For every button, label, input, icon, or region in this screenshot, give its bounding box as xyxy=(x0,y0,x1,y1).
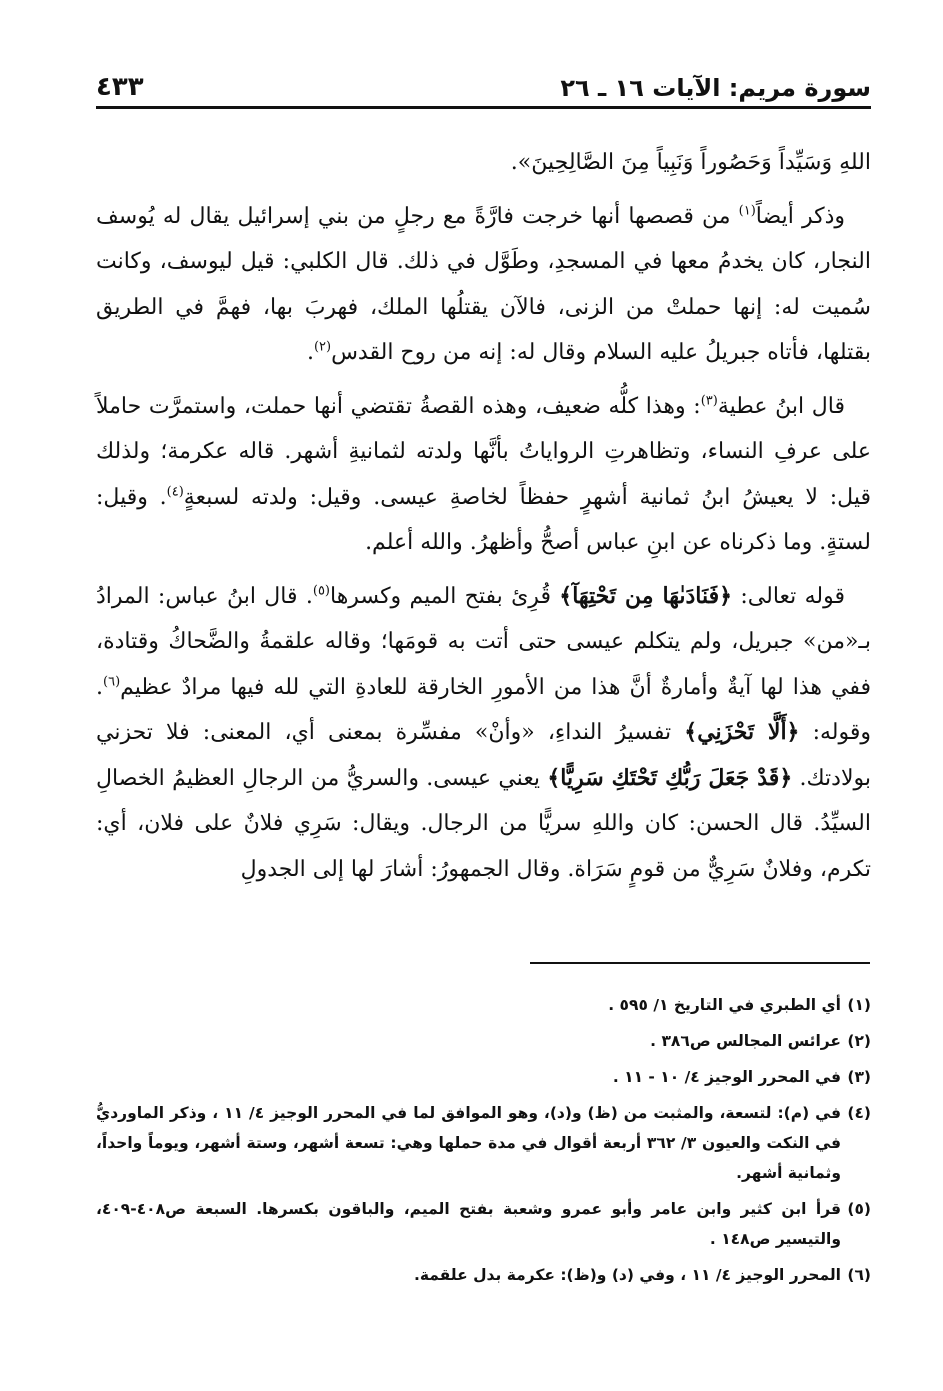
paragraph-2-text-b: من قصصها أنها خرجت فارَّةً مع رجلٍ من بني إسرائيل يقال له يُوسف النجار، كان يخدمُ معها في المسجدِ، وطَوَّل في ذلك. قال الكلبي: قيل ليوسف، وكانت سُميت له: إنها حملتْ من الزنى، فالآن يقتلُها الملك، فهربَ بها، فهمَّ في الطريق بقتلها، فأتاه جبريلُ عليه السلام وقال له: إنه من روح القدس xyxy=(96,203,871,365)
footnote-6 xyxy=(96,1260,871,1290)
running-head xyxy=(96,62,871,109)
paragraph-1 xyxy=(96,140,871,186)
paragraph-4-text-e: تفسيرُ النداءِ، «وأنْ» مفسِّرة بمعنى أي، المعنى: فلا تحزني بولادتك. xyxy=(96,720,872,791)
paragraph-1-text: اللهِ وَسَيِّداً وَحَصُوراً وَنَبِياً مِنَ الصَّالِحِينَ». xyxy=(510,150,871,175)
footnote-ref-3: (٣) xyxy=(700,393,718,409)
quran-quote-3: ﴿قَدْ جَعَلَ رَبُّكِ تَحْتَكِ سَرِيًّا﴾ xyxy=(547,764,793,791)
paragraph-4-text-b: قُرِئ بفتح الميم وكسرها xyxy=(330,583,560,609)
footnote-mark: (١) xyxy=(847,996,871,1014)
footnote-4 xyxy=(96,1098,871,1188)
footnote-text: المحرر الوجيز ٤/ ١١ ، وفي (د) و(ظ): عكرمة بدل علقمة. xyxy=(413,1266,841,1284)
footnote-ref-1: (١) xyxy=(738,203,756,219)
paragraph-4-text-f: يعني عيسى. والسريُّ من الرجالِ العظيمُ الخصالِ السيِّدُ. قال الحسن: كان واللهِ سريًّا من الرجال. ويقال: سَرِي فلانٌ على فلان، أي: تكرم، وفلانٌ سَرِيٌّ من قومٍ سَرَاة. وقال الجمهورُ: أشارَ لها إلى الجدولِ xyxy=(96,765,871,882)
footnote-separator xyxy=(530,962,870,964)
paragraph-2 xyxy=(96,194,871,376)
footnote-ref-2: (٢) xyxy=(313,339,332,355)
footnote-1 xyxy=(96,990,871,1020)
paragraph-3-text-c: . وقيل: لستةٍ. وما ذكرناه عن ابنِ عباس أصحُّ وأظهرُ. والله أعلم. xyxy=(96,484,871,555)
footnote-mark: (٢) xyxy=(847,1032,871,1050)
page-number: ٤٣٣ xyxy=(96,72,144,102)
paragraph-4-text-c: . قال ابنُ عباس: المرادُ بـ«من» جبريل، ولم يتكلم عيسى حتى أتت به قومَها؛ وقاله علقمةُ والضَّحاكُ وقتادة، ففي هذا لها آيةٌ وأمارةٌ أنَّ هذا من الأمورِ الخارقة للعادةِ التي لله فيها مرادٌ عظيم xyxy=(96,583,871,700)
footnote-text: في المحرر الوجيز ٤/ ١٠ - ١١ . xyxy=(612,1068,841,1086)
footnote-mark: (٤) xyxy=(847,1104,871,1122)
quran-quote-2: ﴿أَلَّا تَحْزَنِي﴾ xyxy=(684,719,800,745)
paragraph-3-text-b: : وهذا كلُّه ضعيف، وهذه القصةُ تقتضي أنها حملت، واستمرَّت حاملاً على عرفِ النساء، وتظاهرتِ الرواياتُ بأنَّها ولدته لثمانيةِ أشهر. قاله عكرمة؛ ولذلك قيل: لا يعيشُ ابنُ ثمانية أشهرٍ حفظاً لخاصةِ عيسى. وقيل: ولدته لسبعةٍ xyxy=(96,393,871,510)
paragraph-3 xyxy=(96,384,871,566)
footnotes xyxy=(96,990,871,1296)
footnote-ref-6: (٦) xyxy=(103,674,121,690)
main-text xyxy=(96,140,871,900)
footnote-mark: (٥) xyxy=(847,1200,871,1218)
footnote-ref-4: (٤) xyxy=(166,484,184,500)
footnote-mark: (٣) xyxy=(847,1068,871,1086)
paragraph-2-text-c: . xyxy=(306,340,314,365)
running-head-title: سورة مريم: الآيات ١٦ ـ ٢٦ xyxy=(560,74,871,102)
paragraph-4-text-a: قوله تعالى: xyxy=(732,583,845,609)
paragraph-3-text-a: قال ابنُ عطية xyxy=(717,393,845,419)
paragraph-4 xyxy=(96,574,871,893)
paragraph-4-text-d: . وقوله: xyxy=(96,674,871,745)
quran-quote-1: ﴿فَنَادَىٰهَا مِن تَحْتِهَآ﴾ xyxy=(559,582,733,609)
footnote-text: أي الطبري في التاريخ ١/ ٥٩٥ . xyxy=(608,996,841,1014)
footnote-5 xyxy=(96,1194,871,1254)
footnote-mark: (٦) xyxy=(847,1266,871,1284)
footnote-text: عرائس المجالس ص٣٨٦ . xyxy=(650,1032,841,1050)
footnote-text: قرأ ابن كثير وابن عامر وأبو عمرو وشعبة بفتح الميم، والباقون بكسرها. السبعة ص٤٠٨-٤٠٩، والتيسير ص١٤٨ . xyxy=(96,1200,841,1248)
footnote-text: في (م): لتسعة، والمثبت من (ظ) و(د)، وهو الموافق لما في المحرر الوجيز ٤/ ١١ ، وذكر الماورديُّ في النكت والعيون ٣/ ٣٦٢ أربعة أقوال في مدة حملها وهي: تسعة أشهر، وستة أشهر، ويوماً واحداً، وثمانية أشهر. xyxy=(96,1104,842,1182)
footnote-ref-5: (٥) xyxy=(312,583,330,599)
paragraph-2-text-a: وذكر أيضاً xyxy=(755,203,845,229)
footnote-2 xyxy=(96,1026,871,1056)
footnote-3 xyxy=(96,1062,871,1092)
